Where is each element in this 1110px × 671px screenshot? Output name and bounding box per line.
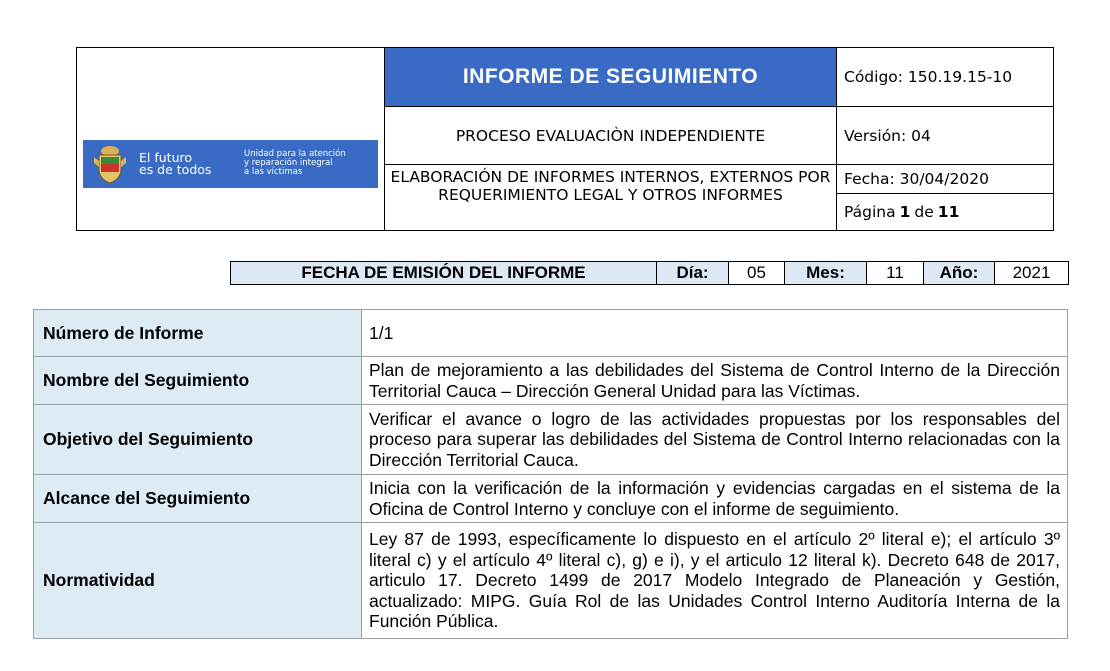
row-value <box>362 405 1067 474</box>
date-field: Fecha: 30/04/2020 <box>837 165 1053 194</box>
row-label: Número de Informe <box>34 310 362 356</box>
day-label: Día: <box>657 262 729 284</box>
day-value: 05 <box>729 262 785 284</box>
page-total: 11 <box>937 203 960 221</box>
row-value <box>362 310 1067 356</box>
agency-logo <box>83 140 378 188</box>
year-label: Año: <box>924 262 995 284</box>
process-name: PROCESO EVALUACIÒN INDEPENDIENTE <box>385 107 836 165</box>
logo-unit-line2: y reparación integral <box>244 158 333 168</box>
logo-slogan-line1: El futuro <box>139 150 193 165</box>
row-label: Alcance del Seguimiento <box>34 475 362 522</box>
row-value-text: Inicia con la verificación de la información y evidencias cargadas en el sistema de la Oficina de Control Interno y concluye con el informe de seguimiento. <box>369 478 1060 519</box>
document-header <box>76 47 1054 231</box>
table-row <box>34 475 1067 523</box>
table-row <box>34 405 1067 475</box>
logo-slogan <box>139 152 211 176</box>
row-value <box>362 523 1067 638</box>
row-label: Normatividad <box>34 523 362 638</box>
logo-unit-line3: a las víctimas <box>244 167 303 177</box>
year-value: 2021 <box>995 262 1068 284</box>
header-middle <box>385 48 837 230</box>
document-title: INFORME DE SEGUIMIENTO <box>385 48 836 107</box>
logo-unit-line1: Unidad para la atención <box>244 149 346 159</box>
row-value-text: Verificar el avance o logro de las actividades propuestas por los responsables del proceso para superar las debilidades del Sistema de Control Interno relacionadas con la Dirección Territorial Cauca. <box>369 408 1060 470</box>
coat-of-arms-icon <box>91 143 129 185</box>
issue-date-label: FECHA DE EMISIÓN DEL INFORME <box>231 262 657 284</box>
version-field: Versión: 04 <box>837 107 1053 165</box>
month-value: 11 <box>867 262 924 284</box>
row-value <box>362 475 1067 522</box>
report-info-table <box>33 309 1068 639</box>
table-row <box>34 310 1067 357</box>
header-meta <box>837 48 1053 230</box>
page-number: 1 <box>899 203 911 221</box>
row-value <box>362 357 1067 404</box>
page-field <box>837 194 1053 230</box>
logo-slogan-line2: es de todos <box>139 162 212 177</box>
table-row <box>34 357 1067 405</box>
logo-cell <box>77 48 385 230</box>
page-of: de <box>914 203 934 221</box>
row-label: Objetivo del Seguimiento <box>34 405 362 474</box>
issue-date-row <box>230 261 1069 285</box>
code-field: Código: 150.19.15-10 <box>837 48 1053 107</box>
row-value-text: 1/1 <box>369 322 394 343</box>
row-value-text: Ley 87 de 1993, específicamente lo dispuesto en el artículo 2º literal e); el artículo 3º literal c) y el artículo 4º literal c), g) e i), y el articulo 12 literal k). Decreto 648 de 2017, articulo 17. Decreto 1499 de 2017 Modelo Integrado de Planeación y Gestión, actualizado: MIPG. Guía Rol de las Unidades Control Interno Auditoría Interna de la Función Pública. <box>369 529 1060 632</box>
row-value-text: Plan de mejoramiento a las debilidades del Sistema de Control Interno de la Dirección Territorial Cauca – Dirección General Unidad para las Víctimas. <box>369 360 1060 401</box>
procedure-name: ELABORACIÓN DE INFORMES INTERNOS, EXTERNOS POR REQUERIMIENTO LEGAL Y OTROS INFORMES <box>390 168 831 204</box>
page-label: Página <box>844 203 896 221</box>
row-label: Nombre del Seguimiento <box>34 357 362 404</box>
logo-unit-name <box>244 150 346 177</box>
table-row <box>34 523 1067 638</box>
month-label: Mes: <box>785 262 867 284</box>
